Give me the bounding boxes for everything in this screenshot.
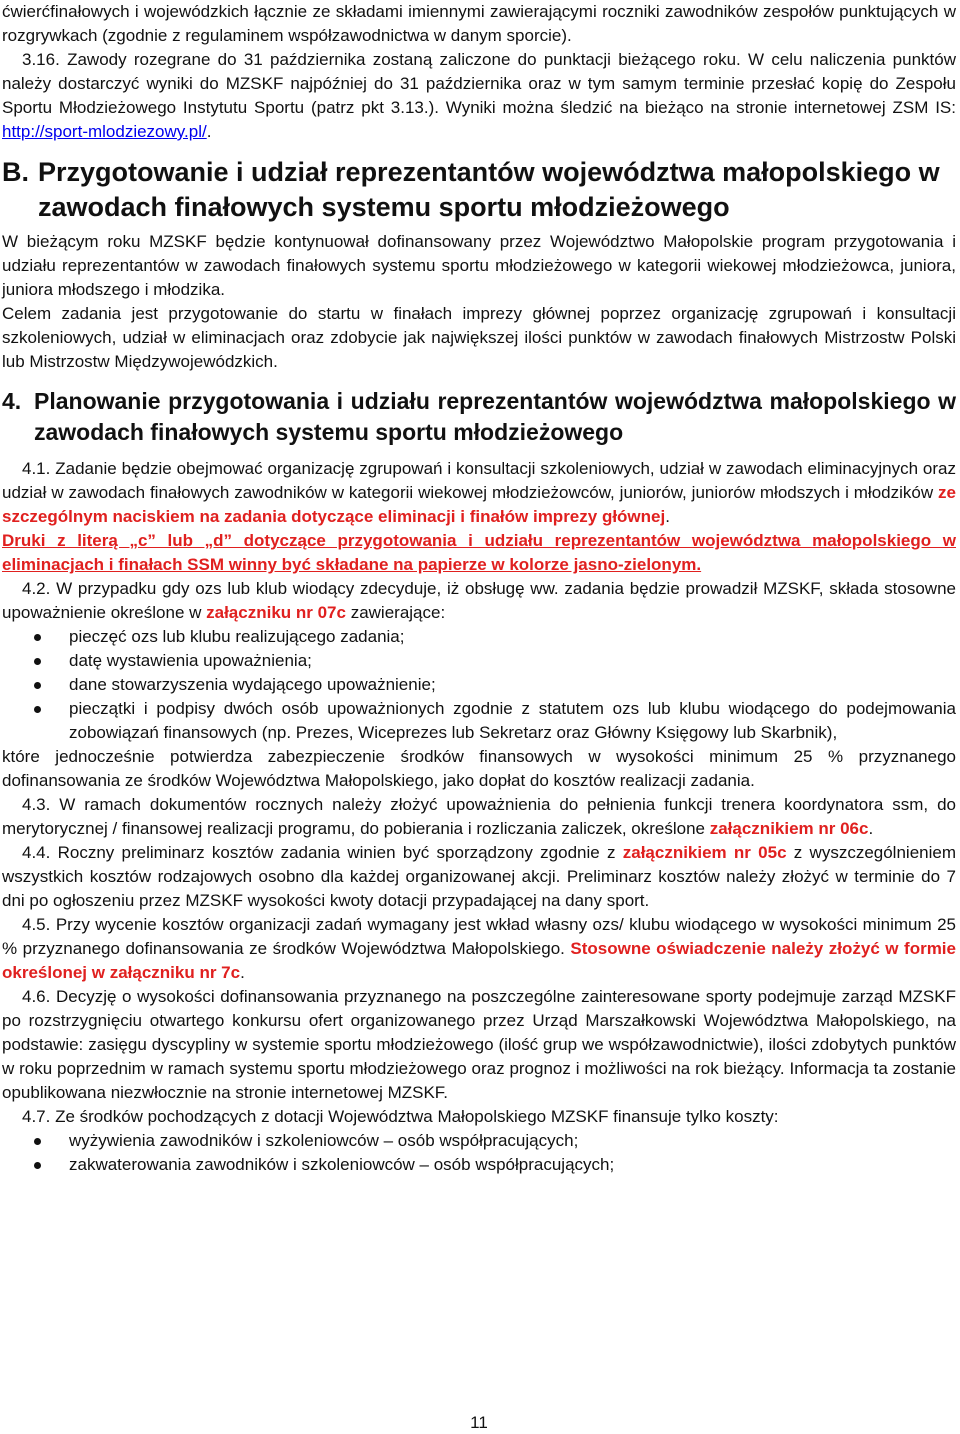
bullet-icon (34, 682, 41, 689)
paragraph-4-1-end: . (665, 507, 670, 526)
section-b-letter: B. (2, 157, 29, 187)
paragraph-3-16 (2, 48, 956, 144)
bullet-icon (34, 706, 41, 713)
paragraph-4-2-continuation: które jednocześnie potwierdza zabezpieczenie środków finansowych w wysokości minimum 25 % przyznanego dofinansowania ze środków Województwa Małopolskiego, jako dopłat do kosztów realizacji zadania. (2, 747, 956, 790)
section-b-heading (2, 155, 956, 225)
paragraph-4-5-end: . (240, 963, 245, 982)
paragraph-3-16-text: Zawody rozegrane do 31 października zostaną zaliczone do punktacji bieżącego roku. W celu naliczenia punktów należy dostarczyć wyniki do MZSKF najpóźniej do 31 października oraz w tym samym terminie przesłać kopię do Zespołu Sportu Młodzieżowego Instytutu Sportu (patrz pkt 3.13.). Wyniki można śledzić na bieżąco na stronie internetowej ZSM IS: (2, 50, 956, 117)
list-item (2, 625, 956, 649)
section-b-title: Przygotowanie i udział reprezentantów województwa małopolskiego w zawodach finałowych systemu sportu młodzieżowego (38, 157, 940, 222)
section-b-paragraph-1: W bieżącym roku MZSKF będzie kontynuował dofinansowany przez Województwo Małopolskie program przygotowania i udziału reprezentantów w zawodach finałowych systemu sportu młodzieżowego w kategorii wiekowej młodzieżowca, juniora, juniora młodszego i młodzika. (2, 232, 956, 299)
section-4-number: 4. (2, 388, 22, 414)
paragraph-4-2-text: 4.2. W przypadku gdy ozs lub klub wiodący zdecyduje, iż obsługę ww. zadania będzie prowadził MZSKF, składa stosowne upoważnienie określone w (2, 579, 956, 622)
list-item-text: wyżywienia zawodników i szkoleniowców – osób współpracujących; (69, 1131, 579, 1150)
section-4-title: Planowanie przygotowania i udziału reprezentantów województwa małopolskiego w zawodach finałowych systemu sportu młodzieżowego (34, 388, 956, 445)
list-item (2, 649, 956, 673)
paragraph-4-4-text: 4.4. Roczny preliminarz kosztów zadania winien być sporządzony zgodnie z (22, 843, 623, 862)
paragraph-3-16-suffix: . (206, 122, 212, 141)
paragraph-4-1 (2, 457, 956, 529)
paragraph-4-5-text: 4.5. Przy wycenie kosztów organizacji zadań wymagany jest wkład własny ozs/ klubu wiodącego w wysokości minimum 25 % przyznanego dofinansowania ze środków Województwa Małopolskiego. (2, 915, 956, 958)
paragraph-4-6: 4.6. Decyzję o wysokości dofinansowania przyznanego na poszczególne zainteresowane sporty podejmuje zarząd MZSKF po rozstrzygnięciu otwartego konkursu ofert organizowanego przez Urząd Marszałkowski Województwa Małopolskiego, na podstawie: zasięgu dyscypliny w systemie sportu młodzieżowego (ilość grup we współzawodnictwie), ilości zdobytych punktów w roku poprzednim w ramach systemu sportu młodzieżowego oraz prognoz i możliwości na rok bieżący. Informacja ta zostanie opublikowana niezwłocznie na stronie internetowej MZSKF. (2, 987, 956, 1102)
authorization-list (2, 625, 956, 745)
section-b-paragraph-2: Celem zadania jest przygotowanie do startu w finałach imprezy głównej poprzez organizację zgrupowań i konsultacji szkoleniowych, udział w eliminacjach oraz zdobycie jak największej ilości punktów w zawodach finałowych Mistrzostw Polski lub Mistrzostw Międzywojewódzkich. (2, 304, 956, 371)
list-item (2, 673, 956, 697)
list-item (2, 697, 956, 745)
paragraph-4-3 (2, 793, 956, 841)
attachment-06c: załącznikiem nr 06c (709, 819, 869, 838)
attachment-05c: załącznikiem nr 05c (622, 843, 787, 862)
paragraph-4-7: 4.7. Ze środków pochodzących z dotacji Województwa Małopolskiego MZSKF finansuje tylko koszty: (22, 1107, 779, 1126)
page-number: 11 (470, 1413, 488, 1432)
list-item (2, 1153, 956, 1177)
list-item-text: zakwaterowania zawodników i szkoleniowców – osób współpracujących; (69, 1155, 615, 1174)
list-item-text: pieczęć ozs lub klubu realizującego zadania; (69, 627, 405, 646)
sport-mlodziezowy-link[interactable]: http://sport-mlodziezowy.pl/ (2, 122, 207, 141)
paragraph-3-16-number: 3.16. (22, 50, 68, 69)
list-item-text: datę wystawienia upoważnienia; (69, 651, 312, 670)
bullet-icon (34, 658, 41, 665)
bullet-icon (34, 634, 41, 641)
document-page (2, 0, 956, 1434)
paragraph-4-4-end: z wyszczególnieniem wszystkich kosztów rodzajowych osobno dla każdej organizowanej akcji. Preliminarz kosztów należy złożyć w terminie do 7 dni po ogłoszeniu przez MZSKF wysokości kwoty dotacji przypadającej na dany sport. (2, 843, 956, 910)
section-4-heading (2, 386, 956, 448)
paragraph-4-2-end: zawierające: (345, 603, 446, 622)
declaration-notice: Stosowne oświadczenie należy złożyć w formie określonej w załączniku nr 7c (2, 939, 956, 982)
bullet-icon (34, 1138, 41, 1145)
intro-continuation: ćwierćfinałowych i wojewódzkich łącznie ze składami imiennymi zawierającymi roczniki zawodników zespołów punktujących w rozgrywkach (zgodnie z regulaminem współzawodnictwa w danym sporcie). (2, 2, 956, 45)
paragraph-4-1-text: 4.1. Zadanie będzie obejmować organizację zgrupowań i konsultacji szkoleniowych, udział w zawodach eliminacyjnych oraz udział w zawodach finałowych zawodników w kategorii wiekowej młodzieżowców, juniorów, juniorów młodszych i młodzików (2, 459, 956, 502)
list-item-text: dane stowarzyszenia wydającego upoważnienie; (69, 675, 436, 694)
attachment-07c: załączniku nr 07c (206, 603, 346, 622)
paragraph-4-4 (2, 841, 956, 913)
list-item (2, 1129, 956, 1153)
druki-notice: Druki z literą „c” lub „d” dotyczące przygotowania i udziału reprezentantów województwa małopolskiego w eliminacjach i finałach SSM winny być składane na papierze w kolorze jasno-zielonym. (2, 531, 956, 574)
paragraph-4-3-end: . (868, 819, 874, 838)
costs-list (2, 1129, 956, 1177)
bullet-icon (34, 1162, 41, 1169)
paragraph-4-3-text: 4.3. W ramach dokumentów rocznych należy złożyć upoważnienia do pełnienia funkcji trenera koordynatora ssm, do merytorycznej / finansowej realizacji programu, do pobierania i rozliczania zaliczek, określone (2, 795, 956, 838)
paragraph-4-1-emphasis: ze szczególnym naciskiem na zadania dotyczące eliminacji i finałów imprezy głównej (2, 483, 956, 526)
paragraph-4-5 (2, 913, 956, 985)
paragraph-4-2 (2, 577, 956, 625)
list-item-text: pieczątki i podpisy dwóch osób upoważnionych zgodnie z statutem ozs lub klubu wiodącego do podejmowania zobowiązań finansowych (np. Prezes, Wiceprezes lub Sekretarz oraz Główny Księgowy lub Skarbnik), (69, 699, 956, 742)
